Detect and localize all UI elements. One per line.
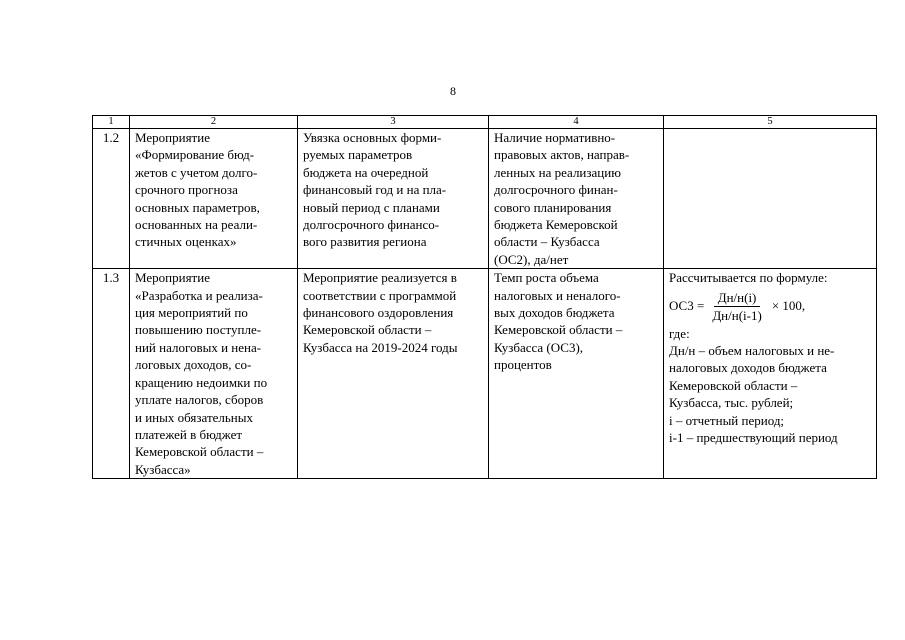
- description-cell: [298, 129, 489, 269]
- measure-cell: [130, 129, 298, 269]
- text-line: срочного прогноза: [135, 182, 238, 198]
- text-line: «Разработка и реализа-: [135, 287, 263, 303]
- text-line: соответствии с программой: [303, 287, 457, 303]
- text-line: основанных на реали-: [135, 217, 258, 233]
- text-line: платежей в бюджет: [135, 426, 243, 442]
- text-line: логовых доходов, со-: [135, 357, 252, 373]
- text-line: Наличие нормативно-: [494, 130, 616, 145]
- text-line: вых доходов бюджета: [494, 305, 615, 321]
- page-number: 8: [450, 84, 456, 98]
- text-line: Увязка основных форми-: [303, 130, 442, 145]
- definition-line: i – отчетный период;: [669, 412, 785, 428]
- indicator-cell: [489, 269, 664, 479]
- text-line: уплате налогов, сборов: [135, 392, 264, 408]
- text-line: Мероприятие: [135, 130, 210, 145]
- text-line: новый период с планами: [303, 199, 440, 215]
- text-line: повышению поступле-: [135, 322, 262, 338]
- text-line: Кемеровской области –: [135, 444, 264, 460]
- text-line: сового планирования: [494, 199, 612, 215]
- text-line: (ОС2), да/нет: [494, 251, 569, 267]
- text-line: финансовый год и на пла-: [303, 182, 447, 198]
- text-line: ция мероприятий по: [135, 305, 248, 321]
- text-line: Кемеровской области –: [494, 322, 623, 338]
- formula-rhs: × 100,: [771, 298, 806, 314]
- definition-line: Дн/н – объем налоговых и не-: [669, 343, 835, 359]
- table-row: [93, 129, 877, 269]
- table-row: [93, 269, 877, 479]
- measure-cell: [130, 269, 298, 479]
- row-number: 1.2: [93, 129, 130, 269]
- column-header: 5: [664, 116, 877, 129]
- text-line: вого развития региона: [303, 234, 427, 250]
- text-line: жетов с учетом долго-: [135, 164, 258, 180]
- text-line: Мероприятие реализуется в: [303, 270, 457, 286]
- definition-line: Кузбасса, тыс. рублей;: [669, 395, 794, 411]
- text-line: кращению недоимки по: [135, 374, 268, 390]
- text-line: долгосрочного финансо-: [303, 217, 440, 233]
- text-line: области – Кузбасса: [494, 234, 600, 250]
- text-line: Кузбасса (ОС3),: [494, 339, 584, 355]
- indicator-cell: [489, 129, 664, 269]
- text-line: бюджета Кемеровской: [494, 217, 618, 233]
- table-header-row: [93, 116, 877, 129]
- text-line: бюджета на очередной: [303, 164, 429, 180]
- text-line: и иных обязательных: [135, 409, 254, 425]
- indicators-table: [92, 115, 877, 479]
- column-header: 2: [130, 116, 298, 129]
- text-line: основных параметров,: [135, 199, 260, 215]
- where-label: где:: [669, 325, 690, 341]
- text-line: «Формирование бюд-: [135, 147, 255, 163]
- text-line: правовых актов, направ-: [494, 147, 630, 163]
- column-header: 4: [489, 116, 664, 129]
- text-line: Мероприятие: [135, 270, 210, 286]
- text-line: ленных на реализацию: [494, 164, 621, 180]
- formula-lhs: ОС3 =: [669, 298, 705, 314]
- calculation-cell: [664, 269, 877, 479]
- column-header: 3: [298, 116, 489, 129]
- formula-fraction: [708, 289, 766, 324]
- column-header: 1: [93, 116, 130, 129]
- text-line: процентов: [494, 357, 552, 373]
- text-line: Кузбасса»: [135, 461, 191, 477]
- definition-line: i-1 – предшествующий период: [669, 430, 838, 446]
- text-line: стичных оценках»: [135, 234, 237, 250]
- text-line: руемых параметров: [303, 147, 413, 163]
- row-number: 1.3: [93, 269, 130, 479]
- description-cell: [298, 269, 489, 479]
- text-line: налоговых и неналого-: [494, 287, 621, 303]
- text-line: финансового оздоровления: [303, 305, 454, 321]
- text-line: ний налоговых и нена-: [135, 339, 262, 355]
- formula: [669, 289, 871, 324]
- formula-intro: Рассчитывается по формуле:: [669, 270, 828, 286]
- text-line: долгосрочного финан-: [494, 182, 618, 198]
- definition-line: Кемеровской области –: [669, 377, 798, 393]
- formula-denominator: Дн/н(i-1): [712, 307, 762, 323]
- calculation-cell: [664, 129, 877, 269]
- text-line: Кузбасса на 2019-2024 годы: [303, 339, 458, 355]
- formula-numerator: Дн/н(i): [714, 289, 761, 307]
- text-line: Кемеровской области –: [303, 322, 432, 338]
- text-line: Темп роста объема: [494, 270, 599, 286]
- definition-line: налоговых доходов бюджета: [669, 360, 827, 376]
